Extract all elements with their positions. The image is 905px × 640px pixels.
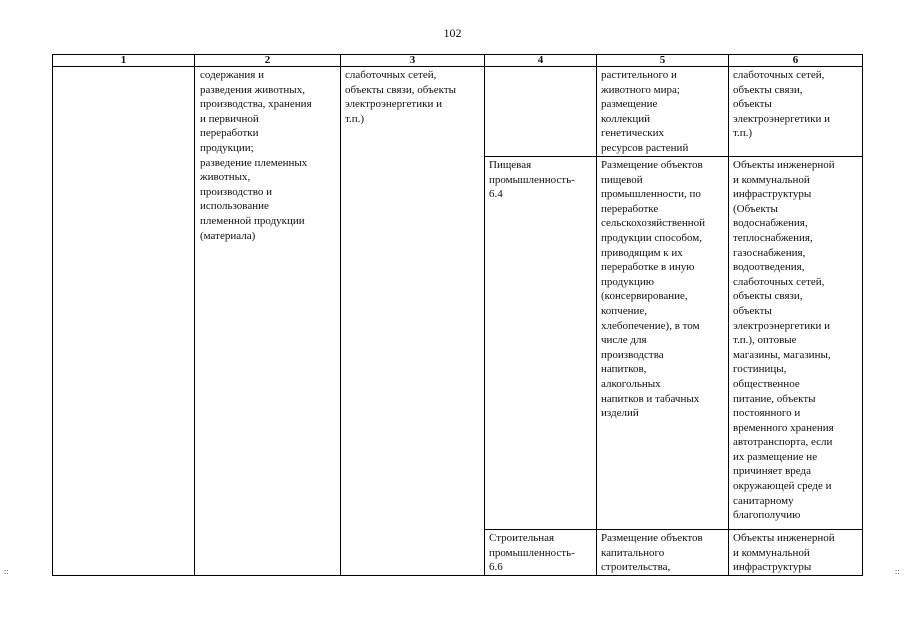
left-margin-mark: :: [4,567,9,576]
cell-text: Размещение объектов пищевой промышленности, по переработке сельскохозяйственной продукции способом, приводящим к их переработке в иную продукцию (консервирование, копчение, хлебопечение), в том числе для производства напитков, алкогольных напитков и табачных изделий [601,159,706,420]
cell-text: слаботочных сетей, объекты связи, объекты электроэнергетики и т.п.) [345,69,457,125]
table-cell-col3 [341,67,485,576]
table-cell-col5 [597,530,729,576]
cell-text: Пищевая промышленность- 6.4 [489,159,575,201]
column-header-1: 1 [53,55,195,67]
cell-text: слаботочных сетей, объекты связи, объекты электроэнергетики и т.п.) [733,69,830,140]
cell-text: Размещение объектов капитального строительства, [601,532,703,574]
cell-text: Объекты инженерной и коммунальной инфраструктуры (Объекты водоснабжения, теплоснабжения, газоснабжения, водоотведения, слаботочных сетей, объекты связи, объекты электроэнергетики и т.п.), оптовые магазины, магазины, гостиницы, общественное питание, объекты постоянного и временного хранения автотранспорта, если их размещение не причиняет вреда окружающей среде и санитарному благополучию [733,159,835,522]
cell-text: растительного и животного мира; размещение коллекций генетических ресурсов растений [601,69,689,154]
column-header-6: 6 [729,55,863,67]
table-row [53,67,863,157]
column-header-5: 5 [597,55,729,67]
column-header-2: 2 [195,55,341,67]
table-cell-col4 [485,67,597,157]
table-cell-col2 [195,67,341,576]
header-row [53,55,863,67]
page-number: 102 [443,26,462,40]
table-cell-col1 [53,67,195,576]
table-cell-col4 [485,157,597,530]
table-cell-col5 [597,67,729,157]
right-margin-mark: :: [895,567,900,576]
column-header-3: 3 [341,55,485,67]
cell-text: содержания и разведения животных, производства, хранения и первичной переработки продукции; разведение племенных животных, производство и использование племенной продукции (материала) [200,69,312,242]
table-cell-col6 [729,67,863,157]
table-cell-col4 [485,530,597,576]
cell-text: Строительная промышленность- 6.6 [489,532,575,574]
table-cell-col6 [729,530,863,576]
cell-text: Объекты инженерной и коммунальной инфраструктуры [733,532,835,574]
table-cell-col6 [729,157,863,530]
land-use-table [52,54,863,576]
table-cell-col5 [597,157,729,530]
column-header-4: 4 [485,55,597,67]
